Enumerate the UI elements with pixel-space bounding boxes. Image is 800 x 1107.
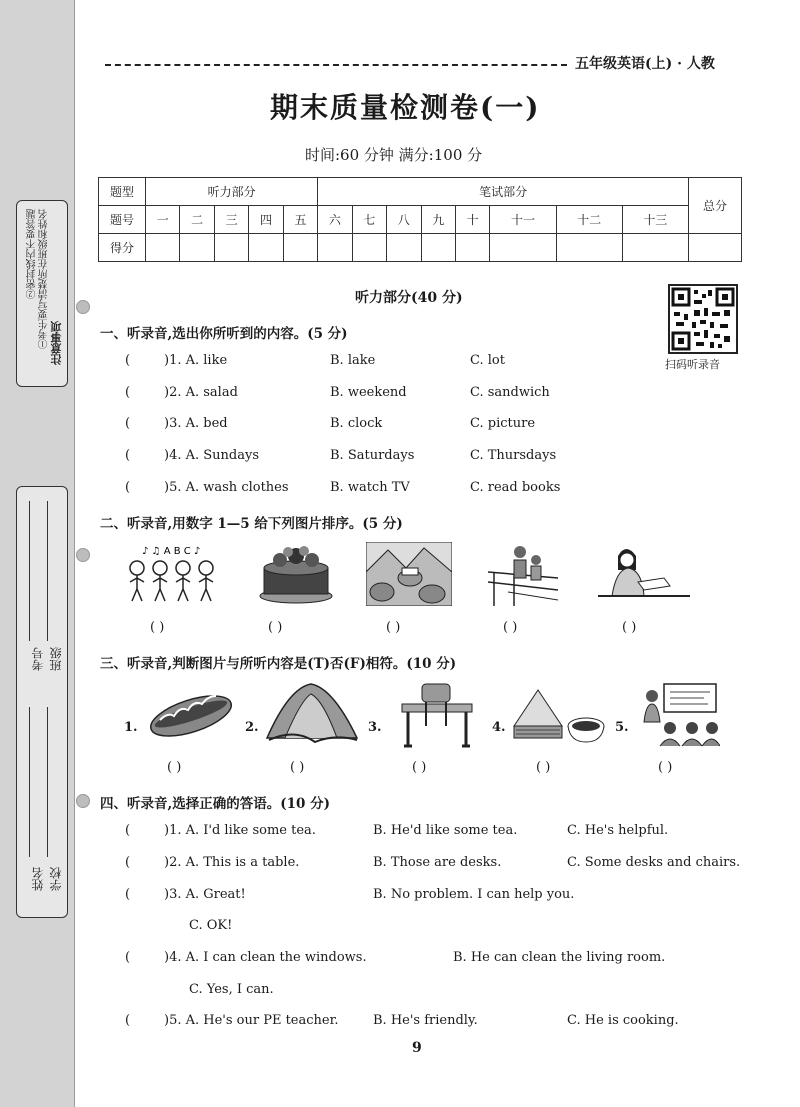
notice-box bbox=[16, 200, 68, 387]
score-table-cell: 十二 bbox=[556, 206, 622, 234]
score-table-cell: 一 bbox=[146, 206, 180, 234]
section2-title: 二、听录音,用数字 1—5 给下列图片排序。(5 分) bbox=[100, 516, 403, 532]
picture-woman-reading bbox=[598, 542, 690, 608]
score-table bbox=[98, 177, 742, 262]
score-input[interactable] bbox=[490, 234, 556, 262]
section3-title: 三、听录音,判断图片与所听内容是(T)否(F)相符。(10 分) bbox=[100, 656, 457, 672]
name-label: 姓名 bbox=[31, 867, 45, 891]
tf-answer-box[interactable]: ( ) bbox=[167, 760, 182, 775]
score-table-cell: 十一 bbox=[490, 206, 556, 234]
order-answer-box[interactable]: ( ) bbox=[386, 620, 401, 635]
s1-q2-a: )2. A. salad bbox=[164, 385, 238, 400]
score-table-cell: 五 bbox=[283, 206, 317, 234]
s3-num: 1. bbox=[124, 720, 138, 735]
s4-q5-a: )5. A. He's our PE teacher. bbox=[164, 1013, 339, 1028]
score-input[interactable] bbox=[387, 234, 421, 262]
s1-q2-c: C. sandwich bbox=[470, 385, 550, 400]
answer-paren[interactable]: ( bbox=[125, 353, 131, 368]
score-input[interactable] bbox=[455, 234, 489, 262]
s4-q3-a: )3. A. Great! bbox=[164, 887, 246, 902]
answer-paren[interactable]: ( bbox=[125, 385, 131, 400]
s1-q5-c: C. read books bbox=[470, 480, 561, 495]
score-input[interactable] bbox=[421, 234, 455, 262]
qr-label: 扫码听录音 bbox=[665, 358, 720, 371]
tf-answer-box[interactable]: ( ) bbox=[658, 760, 673, 775]
score-input[interactable] bbox=[318, 234, 352, 262]
score-input[interactable] bbox=[180, 234, 214, 262]
s4-q2-a: )2. A. This is a table. bbox=[164, 855, 300, 870]
section1-title: 一、听录音,选出你所听到的内容。(5 分) bbox=[100, 326, 348, 342]
score-table-cell: 十 bbox=[455, 206, 489, 234]
s1-q1-b: B. lake bbox=[330, 353, 376, 368]
header-dashed-line bbox=[105, 64, 567, 66]
score-table-cell: 三 bbox=[214, 206, 248, 234]
score-input[interactable] bbox=[352, 234, 386, 262]
score-input[interactable] bbox=[622, 234, 688, 262]
score-table-cell: 题号 bbox=[99, 206, 146, 234]
tf-answer-box[interactable]: ( ) bbox=[412, 760, 427, 775]
score-table-cell: 八 bbox=[387, 206, 421, 234]
score-table-cell: 得分 bbox=[99, 234, 146, 262]
score-table-cell: 题型 bbox=[99, 178, 146, 206]
class-line bbox=[47, 501, 48, 641]
page-number: 9 bbox=[412, 1040, 422, 1056]
name-line bbox=[29, 707, 30, 857]
score-input[interactable] bbox=[249, 234, 283, 262]
picture-people-on-bridge bbox=[488, 542, 558, 612]
s1-q1-c: C. lot bbox=[470, 353, 505, 368]
binding-hole bbox=[76, 300, 90, 314]
s4-q1-c: C. He's helpful. bbox=[567, 823, 669, 838]
s1-q5-a: )5. A. wash clothes bbox=[164, 480, 289, 495]
student-info-box bbox=[16, 486, 68, 918]
picture-village bbox=[366, 542, 452, 610]
answer-paren[interactable]: ( bbox=[125, 1013, 131, 1028]
score-input[interactable] bbox=[146, 234, 180, 262]
s3-num: 4. bbox=[492, 720, 506, 735]
binding-hole bbox=[76, 548, 90, 562]
picture-kids-singing bbox=[122, 542, 222, 610]
s4-q3-c: C. OK! bbox=[189, 918, 233, 933]
s3-num: 2. bbox=[245, 720, 259, 735]
s4-q1-b: B. He'd like some tea. bbox=[373, 823, 518, 838]
answer-paren[interactable]: ( bbox=[125, 887, 131, 902]
notice-title: 注意事项 bbox=[50, 321, 63, 365]
s4-q4-a: )4. A. I can clean the windows. bbox=[164, 950, 367, 965]
score-table-cell: 四 bbox=[249, 206, 283, 234]
notice-item-2: ②密封线内不要答题 bbox=[27, 209, 38, 299]
s3-num: 5. bbox=[615, 720, 629, 735]
s4-q2-c: C. Some desks and chairs. bbox=[567, 855, 741, 870]
order-answer-box[interactable]: ( ) bbox=[268, 620, 283, 635]
picture-teacher-classroom bbox=[640, 682, 720, 752]
s1-q4-a: )4. A. Sundays bbox=[164, 448, 259, 463]
answer-paren[interactable]: ( bbox=[125, 416, 131, 431]
s1-q3-a: )3. A. bed bbox=[164, 416, 228, 431]
order-answer-box[interactable]: ( ) bbox=[150, 620, 165, 635]
picture-mountain-road bbox=[265, 678, 359, 750]
school-label: 学校 bbox=[49, 867, 63, 891]
score-table-cell: 二 bbox=[180, 206, 214, 234]
s1-q1-a: )1. A. like bbox=[164, 353, 228, 368]
score-table-cell: 十三 bbox=[622, 206, 688, 234]
score-input[interactable] bbox=[689, 234, 742, 262]
class-label: 班级 bbox=[49, 647, 63, 671]
svg-text:♪ ♫ A B C ♪: ♪ ♫ A B C ♪ bbox=[142, 546, 201, 557]
s1-q4-c: C. Thursdays bbox=[470, 448, 557, 463]
picture-cake bbox=[256, 540, 336, 610]
s4-q2-b: B. Those are desks. bbox=[373, 855, 502, 870]
binding-hole bbox=[76, 794, 90, 808]
school-line bbox=[47, 707, 48, 857]
picture-desk-chair bbox=[400, 682, 474, 752]
s4-q3-b: B. No problem. I can help you. bbox=[373, 887, 575, 902]
listening-header: 听力部分(40 分) bbox=[355, 290, 463, 306]
order-answer-box[interactable]: ( ) bbox=[503, 620, 518, 635]
number-label: 考号 bbox=[31, 647, 45, 671]
score-table-cell: 笔试部分 bbox=[318, 178, 689, 206]
picture-sandwich-tea bbox=[510, 686, 608, 748]
score-table-cell: 九 bbox=[421, 206, 455, 234]
page-title: 期末质量检测卷(一) bbox=[270, 91, 541, 124]
exam-time-score: 时间:60 分钟 满分:100 分 bbox=[305, 146, 483, 164]
binding-divider bbox=[74, 0, 75, 1107]
number-line bbox=[29, 501, 30, 641]
picture-hotdog bbox=[146, 684, 236, 748]
answer-paren[interactable]: ( bbox=[125, 448, 131, 463]
score-table-cell: 总分 bbox=[689, 178, 742, 234]
s1-q4-b: B. Saturdays bbox=[330, 448, 415, 463]
score-input[interactable] bbox=[283, 234, 317, 262]
s3-num: 3. bbox=[368, 720, 382, 735]
answer-paren[interactable]: ( bbox=[125, 823, 131, 838]
s1-q3-b: B. clock bbox=[330, 416, 383, 431]
notice-item-1: ①考生要写清楚所在班级和姓名 bbox=[39, 209, 50, 349]
score-table-cell: 七 bbox=[352, 206, 386, 234]
section4-title: 四、听录音,选择正确的答语。(10 分) bbox=[100, 796, 330, 812]
tf-answer-box[interactable]: ( ) bbox=[290, 760, 305, 775]
s4-q1-a: )1. A. I'd like some tea. bbox=[164, 823, 316, 838]
tf-answer-box[interactable]: ( ) bbox=[536, 760, 551, 775]
s1-q2-b: B. weekend bbox=[330, 385, 407, 400]
answer-paren[interactable]: ( bbox=[125, 855, 131, 870]
score-input[interactable] bbox=[214, 234, 248, 262]
score-input[interactable] bbox=[556, 234, 622, 262]
order-answer-box[interactable]: ( ) bbox=[622, 620, 637, 635]
answer-paren[interactable]: ( bbox=[125, 950, 131, 965]
s1-q5-b: B. watch TV bbox=[330, 480, 410, 495]
s4-q4-b: B. He can clean the living room. bbox=[453, 950, 666, 965]
score-table-cell: 六 bbox=[318, 206, 352, 234]
header-grade-subject: 五年级英语(上) · 人教 bbox=[575, 56, 715, 72]
s4-q5-c: C. He is cooking. bbox=[567, 1013, 679, 1028]
answer-paren[interactable]: ( bbox=[125, 480, 131, 495]
s4-q4-c: C. Yes, I can. bbox=[189, 982, 274, 997]
qr-code-icon[interactable] bbox=[668, 284, 738, 354]
s1-q3-c: C. picture bbox=[470, 416, 536, 431]
s4-q5-b: B. He's friendly. bbox=[373, 1013, 478, 1028]
score-table-cell: 听力部分 bbox=[146, 178, 318, 206]
